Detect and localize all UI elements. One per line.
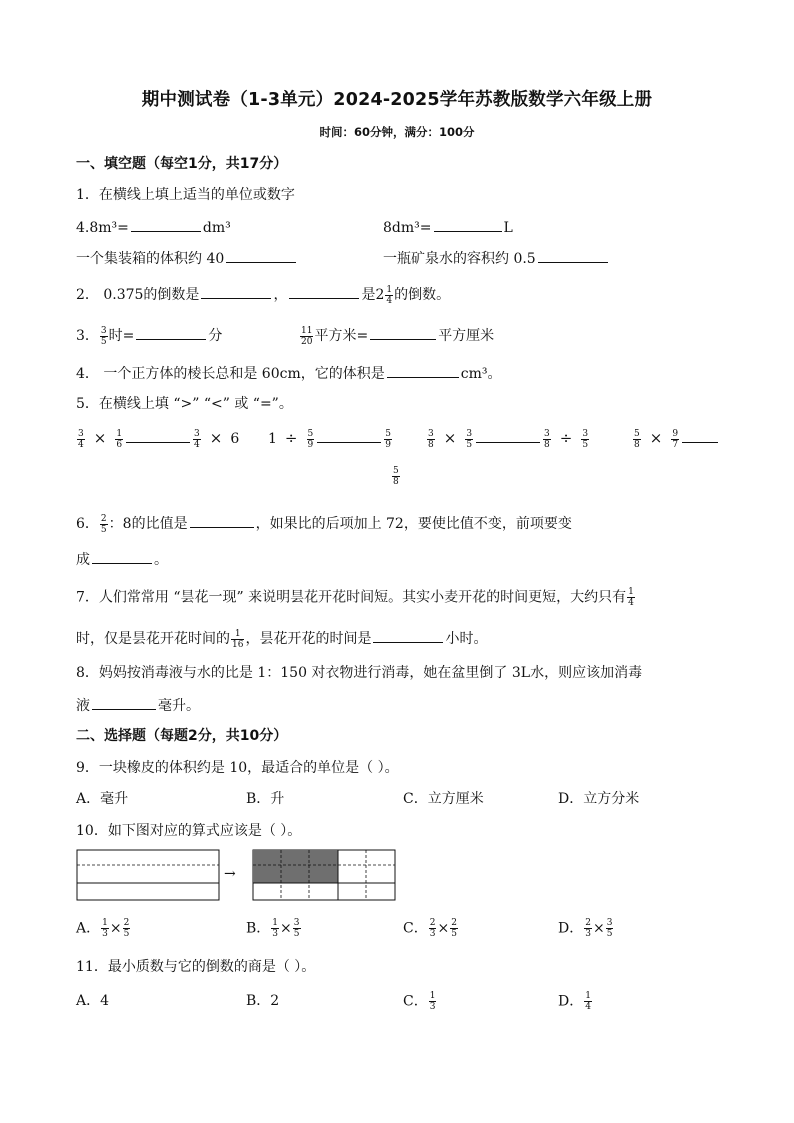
answer-blank[interactable] [190,513,254,528]
times-sign: × [280,920,292,937]
fraction: $\frac{2}{5}$ [451,918,457,939]
q1-a-unit: dm³ [202,220,231,236]
option-value: 4 [100,993,110,1009]
q5-expr-3 [426,428,590,450]
divide-sign: ÷ [559,429,573,447]
q10-option-c[interactable] [403,918,459,939]
fraction: $\frac{3}{5}$ [582,428,589,450]
fraction: $\frac{2}{3}$ [429,918,436,939]
answer-blank[interactable] [226,248,296,263]
exam-info: 时间：60分钟，满分：100分 [319,125,475,139]
fraction: $\frac{3}{8}$ [544,428,550,450]
option-label: D． [558,920,584,937]
answer-blank[interactable] [538,248,608,263]
answer-blank[interactable] [370,325,436,340]
q1-a-text: 4.8m³= [76,220,129,236]
fraction-area-figure [76,848,398,902]
option-label: C． [403,920,428,937]
q11-option-d[interactable] [558,991,593,1012]
q2-mixed-whole: 2 [375,287,385,303]
q8-text: 液 [76,698,90,714]
q2-text: 2． 0.375的倒数是 [76,287,200,303]
q1-stem: 1．在横线上填上适当的单位或数字 [76,187,295,203]
answer-blank[interactable] [373,628,443,643]
fraction: $\frac{1}{16}$ [232,628,244,650]
fraction: $\frac{5}{8}$ [393,466,399,487]
q9-option-d[interactable]: D．立方分米 [558,791,640,807]
q2 [76,284,450,306]
option-label: D． [558,993,584,1010]
q9-option-b[interactable]: B．升 [246,791,285,807]
q1-a [76,217,231,238]
q5-number: 1 [268,431,277,447]
q7-text-2: 时，仅是昙花开花时间的 [76,631,230,647]
q10-option-a[interactable] [76,918,131,939]
answer-blank[interactable] [126,428,190,443]
answer-blank[interactable] [136,325,206,340]
fraction: $\frac{2}{5}$ [100,513,107,535]
answer-blank[interactable] [476,428,540,443]
q1-b-unit: L [503,220,513,236]
q11-stem: 11．最小质数与它的倒数的商是（ ）。 [76,959,316,975]
q1-d-text: 一瓶矿泉水的容积约 0.5 [383,251,536,267]
q3-unit-2: 平方厘米 [438,328,495,344]
option-label: A． [76,920,101,937]
fraction: $\frac{11}{20}$ [301,325,313,347]
q6-text-3: 成 [76,552,90,568]
q1-d [383,248,610,269]
fraction: $\frac{5}{9}$ [385,428,391,450]
q3-right [299,325,494,347]
q6-line-2 [76,549,168,570]
q7-text: 7．人们常常用 “昙花一现” 来说明昙花开花时间短。其实小麦开花的时间更短，大约只有 [76,589,627,606]
q3-text-2: 平方米= [314,328,369,344]
answer-blank[interactable] [387,363,459,378]
option-label: A． [76,993,101,1009]
fraction: $\frac{3}{5}$ [100,325,107,347]
q2-tail: 的倒数。 [394,287,451,303]
answer-blank[interactable] [201,284,271,299]
times-sign: × [437,920,450,937]
option-value: 2 [270,993,280,1009]
fraction: $\frac{3}{4}$ [194,428,200,450]
option-label: B． [246,920,271,937]
q8-line-2 [76,695,200,716]
fraction: $\frac{1}{4}$ [386,284,393,306]
fraction: $\frac{3}{4}$ [78,428,84,450]
times-sign: × [93,429,107,447]
times-sign: × [592,920,605,937]
answer-blank[interactable] [131,217,201,232]
q6-text-2: ，如果比的后项加上 72，要使比值不变，前项要变 [255,516,572,532]
fraction: $\frac{1}{3}$ [272,918,279,939]
q3-left [76,325,222,347]
fraction: $\frac{5}{8}$ [634,428,640,450]
q11-option-a[interactable] [76,991,109,1011]
q4-text: 4． 一个正方体的棱长总和是 60cm，它的体积是 [76,366,385,382]
q5-expr-2 [268,428,393,450]
answer-blank[interactable] [682,428,718,443]
whole-rectangle-before [77,850,219,900]
q10-option-d[interactable] [558,918,614,939]
q5-stem: 5．在横线上填 “>” “<” 或 “=”。 [76,396,293,412]
q1-b-text: 8dm³= [383,220,432,236]
q6-line-1 [76,513,572,535]
q9-stem: 9．一块橡皮的体积约是 10，最适合的单位是（ ）。 [76,760,399,776]
q7-line-2 [76,628,487,650]
q1-c [76,248,298,269]
q7-unit: 小时。 [445,631,488,647]
q6-text-4: 。 [154,552,168,568]
q3-unit: 分 [208,328,223,344]
option-label: B． [246,993,271,1009]
fraction: $\frac{3}{5}$ [293,918,300,939]
q8-unit: 毫升。 [158,698,200,714]
fraction: $\frac{3}{8}$ [428,428,434,450]
option-label: C． [403,993,428,1010]
fraction: $\frac{1}{4}$ [585,991,591,1012]
answer-blank[interactable] [317,428,381,443]
q8-line-1: 8．妈妈按消毒液与水的比是 1：150 对衣物进行消毒，她在盆里倒了 3L水，则应该加消毒 [76,665,643,681]
answer-blank[interactable] [434,217,502,232]
fraction: $\frac{1}{3}$ [102,918,108,939]
section-fill-in-heading: 一、填空题（每空1分，共17分） [76,156,288,172]
q7-text-3: ，昙花开花的时间是 [245,631,372,647]
q11-option-c[interactable] [403,991,437,1012]
q1-c-text: 一个集装箱的体积约 40 [76,251,225,267]
answer-blank[interactable] [289,284,359,299]
fraction: $\frac{9}{7}$ [672,428,679,450]
q6-label: 6． [76,516,99,532]
q5-expr-4 [632,428,720,450]
times-sign: × [109,920,122,937]
section-choice-heading: 二、选择题（每题2分，共10分） [76,728,288,744]
q1-b [383,217,513,238]
times-sign: × [649,429,663,447]
q4-unit: cm³。 [460,366,502,382]
page-title: 期中测试卷（1-3单元）2024-2025学年苏教版数学六年级上册 [141,90,653,110]
fraction: $\frac{5}{9}$ [307,428,314,450]
q5-expr-2-divisor [391,466,401,487]
times-sign: × [209,429,223,447]
q4 [76,363,501,384]
q2-text-2: 是 [361,287,376,303]
whole-rectangle-after [253,850,395,900]
q3-label: 3． [76,328,99,344]
q3-text: 时= [108,328,135,344]
fraction: $\frac{1}{4}$ [628,587,634,608]
divide-sign: ÷ [284,429,298,447]
fraction: $\frac{1}{3}$ [429,991,436,1012]
q5-expr-1 [76,428,239,450]
fraction: $\frac{3}{5}$ [466,428,473,450]
answer-blank[interactable] [92,549,152,564]
q6-text: ：8的比值是 [108,516,188,532]
fraction: $\frac{1}{6}$ [116,428,123,450]
fraction: $\frac{3}{5}$ [606,918,613,939]
times-sign: × [443,429,457,447]
q2-comma: ， [273,287,288,303]
q10-option-b[interactable] [246,918,302,939]
q5-number: 6 [230,431,240,447]
q10-stem: 10．如下图对应的算式应该是（ ）。 [76,823,302,839]
fraction: $\frac{2}{5}$ [123,918,130,939]
q11-option-b[interactable] [246,991,279,1011]
q9-option-c[interactable]: C．立方厘米 [403,791,484,807]
q7-line-1 [76,587,636,608]
answer-blank[interactable] [92,695,156,710]
arrow-icon: → [224,866,236,882]
q9-option-a[interactable]: A．毫升 [76,791,129,807]
fraction: $\frac{2}{3}$ [585,918,591,939]
